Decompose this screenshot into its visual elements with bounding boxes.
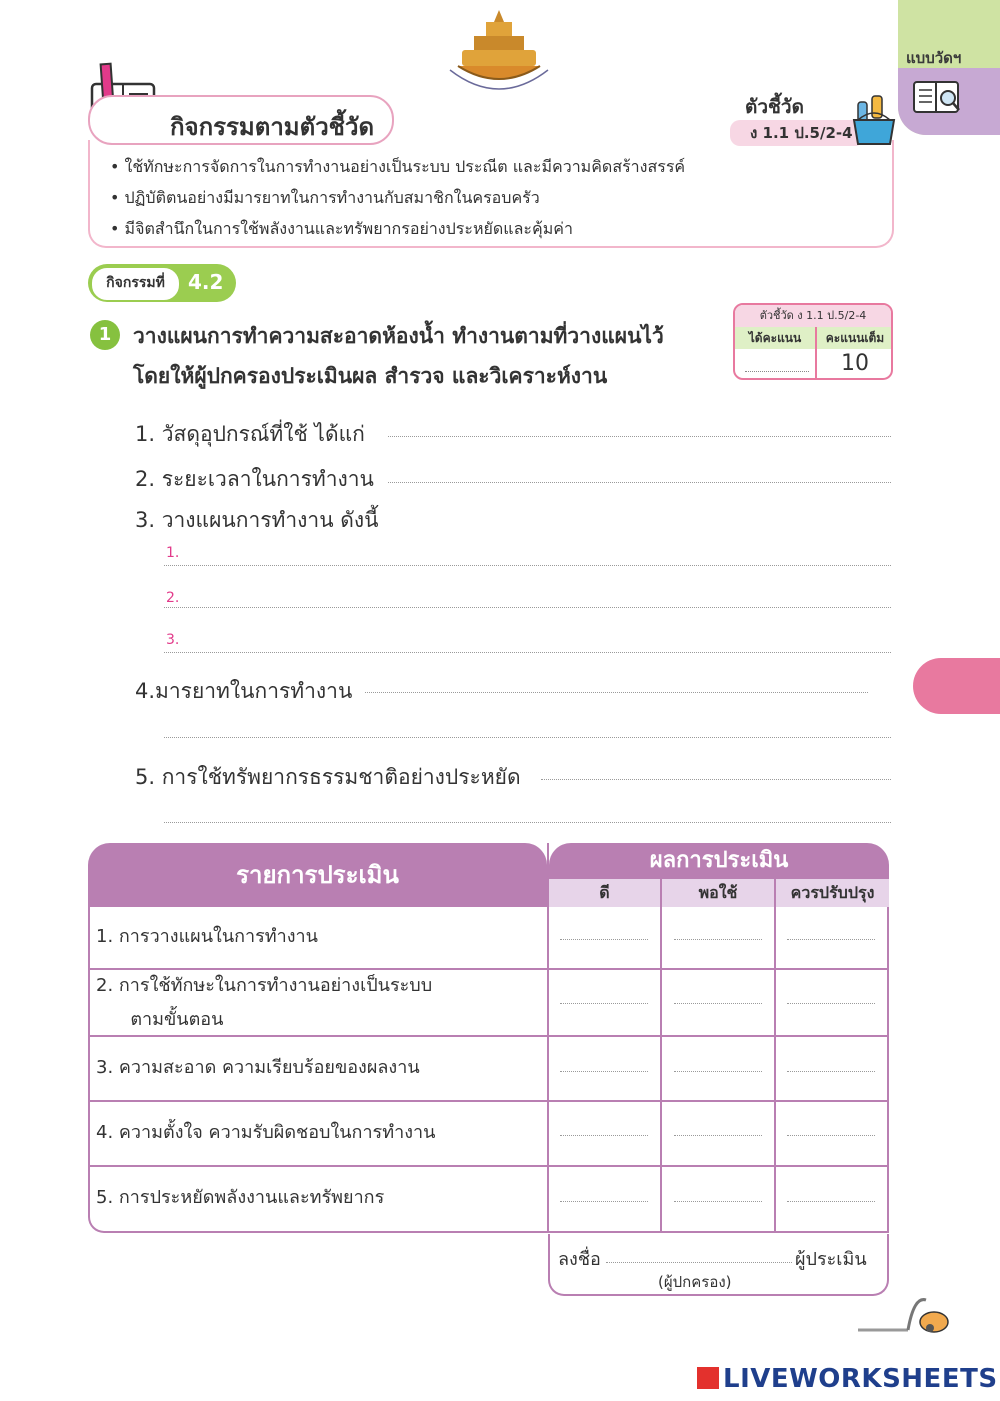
eval-row-1: 1. การวางแผนในการทำงาน (96, 926, 318, 947)
eval-header-items: รายการประเมิน (88, 843, 547, 907)
indicator-code: ง 1.1 ป.5/2-4 (730, 120, 865, 146)
eval-slot[interactable] (674, 1003, 762, 1004)
signature-line[interactable] (606, 1262, 792, 1263)
eval-col-divider (774, 879, 776, 1233)
seal-logo (444, 8, 554, 98)
plan-step-1-line[interactable] (164, 565, 891, 566)
eval-slot[interactable] (674, 1135, 762, 1136)
item-5-label: 5. การใช้ทรัพยากรธรรมชาติอย่างประหยัด (135, 765, 521, 789)
eval-slot[interactable] (787, 1135, 875, 1136)
score-full-label: คะแนนเต็ม (817, 327, 893, 349)
item-2-label: 2. ระยะเวลาในการทำงาน (135, 467, 374, 491)
score-indicator: ตัวชี้วัด ง 1.1 ป.5/2-4 (735, 305, 891, 327)
side-tab (898, 0, 1000, 135)
evaluator-role: (ผู้ปกครอง) (658, 1273, 732, 1291)
item-1-answer-line[interactable] (388, 436, 891, 437)
question-text-line2: โดยให้ผู้ปกครองประเมินผล สำรวจ และวิเคราะห์งาน (133, 364, 608, 388)
eval-slot[interactable] (560, 1201, 648, 1202)
item-3-label: 3. วางแผนการทำงาน ดังนี้ (135, 508, 379, 532)
eval-col-divider (660, 879, 662, 1233)
side-tab-label: แบบวัดฯ (906, 49, 962, 67)
eval-slot[interactable] (560, 1003, 648, 1004)
item-4-label: 4.มารยาทในการทำงาน (135, 679, 353, 703)
indicator-title: ตัวชี้วัด (745, 96, 804, 118)
eval-row-divider (88, 1100, 889, 1102)
item-5-answer-line-2[interactable] (164, 822, 891, 823)
book-magnifier-icon (912, 78, 964, 118)
plan-step-3-line[interactable] (164, 652, 891, 653)
item-4-answer-line[interactable] (365, 692, 868, 693)
eval-slot[interactable] (674, 1201, 762, 1202)
eval-slot[interactable] (787, 1201, 875, 1202)
objective-item: • ใช้ทักษะการจัดการในการทำงานอย่างเป็นระบบ ประณีต และมีความคิดสร้างสรรค์ (110, 157, 686, 176)
eval-slot[interactable] (560, 1071, 648, 1072)
question-number: 1 (90, 320, 120, 350)
plan-step-label: 3. (166, 632, 180, 648)
score-full-value: 10 (841, 351, 869, 376)
footer-brand-text: LIVEWORKSHEETS (723, 1364, 998, 1394)
eval-row-divider (88, 1165, 889, 1167)
eval-level-good: ดี (549, 879, 660, 907)
plan-step-2-line[interactable] (164, 607, 891, 608)
eval-header-results: ผลการประเมิน (549, 843, 889, 879)
eval-level-improve: ควรปรับปรุง (776, 879, 889, 907)
evaluator-label: ผู้ประเมิน (795, 1249, 867, 1270)
eval-slot[interactable] (560, 1135, 648, 1136)
eval-slot[interactable] (787, 939, 875, 940)
score-box (733, 303, 893, 380)
evaluation-table (88, 843, 889, 1235)
eval-slot[interactable] (560, 939, 648, 940)
eval-row-5: 5. การประหยัดพลังงานและทรัพยากร (96, 1187, 385, 1208)
brand-logo-icon (697, 1367, 719, 1389)
eval-row-2-cont: ตามขั้นตอน (96, 1009, 224, 1030)
question-text-line1: วางแผนการทำความสะอาดห้องน้ำ ทำงานตามที่วางแผนไว้ (133, 324, 664, 348)
signature-label: ลงชื่อ (558, 1249, 601, 1270)
eval-row-2: 2. การใช้ทักษะในการทำงานอย่างเป็นระบบ (96, 975, 433, 996)
plan-step-label: 2. (166, 590, 180, 606)
banner-title: กิจกรรมตามตัวชี้วัด (170, 113, 375, 141)
vacuum-icon (856, 1290, 950, 1334)
item-2-answer-line[interactable] (388, 482, 891, 483)
eval-slot[interactable] (787, 1003, 875, 1004)
item-1-label: 1. วัสดุอุปกรณ์ที่ใช้ ได้แก่ (135, 422, 365, 446)
item-5-answer-line[interactable] (541, 779, 891, 780)
eval-col-divider (547, 843, 549, 1233)
eval-row-3: 3. ความสะอาด ความเรียบร้อยของผลงาน (96, 1057, 420, 1078)
side-tab-pink (913, 658, 1000, 714)
eval-row-4: 4. ความตั้งใจ ความรับผิดชอบในการทำงาน (96, 1122, 436, 1143)
plan-step-label: 1. (166, 545, 180, 561)
eval-slot[interactable] (674, 1071, 762, 1072)
activity-number: 4.2 (188, 270, 224, 294)
eval-slot[interactable] (787, 1071, 875, 1072)
footer-brand (697, 1364, 998, 1394)
objective-item: • ปฏิบัติตนอย่างมีมารยาทในการทำงานกับสมาชิกในครอบครัว (110, 188, 540, 207)
eval-slot[interactable] (674, 939, 762, 940)
score-input-line[interactable] (745, 371, 809, 372)
activity-label: กิจกรรมที่ (91, 267, 180, 301)
item-4-answer-line-2[interactable] (164, 737, 891, 738)
objective-item: • มีจิตสำนึกในการใช้พลังงานและทรัพยากรอย่างประหยัดและคุ้มค่า (110, 219, 573, 238)
eval-level-fair: พอใช้ (662, 879, 774, 907)
score-got-label: ได้คะแนน (735, 327, 815, 349)
